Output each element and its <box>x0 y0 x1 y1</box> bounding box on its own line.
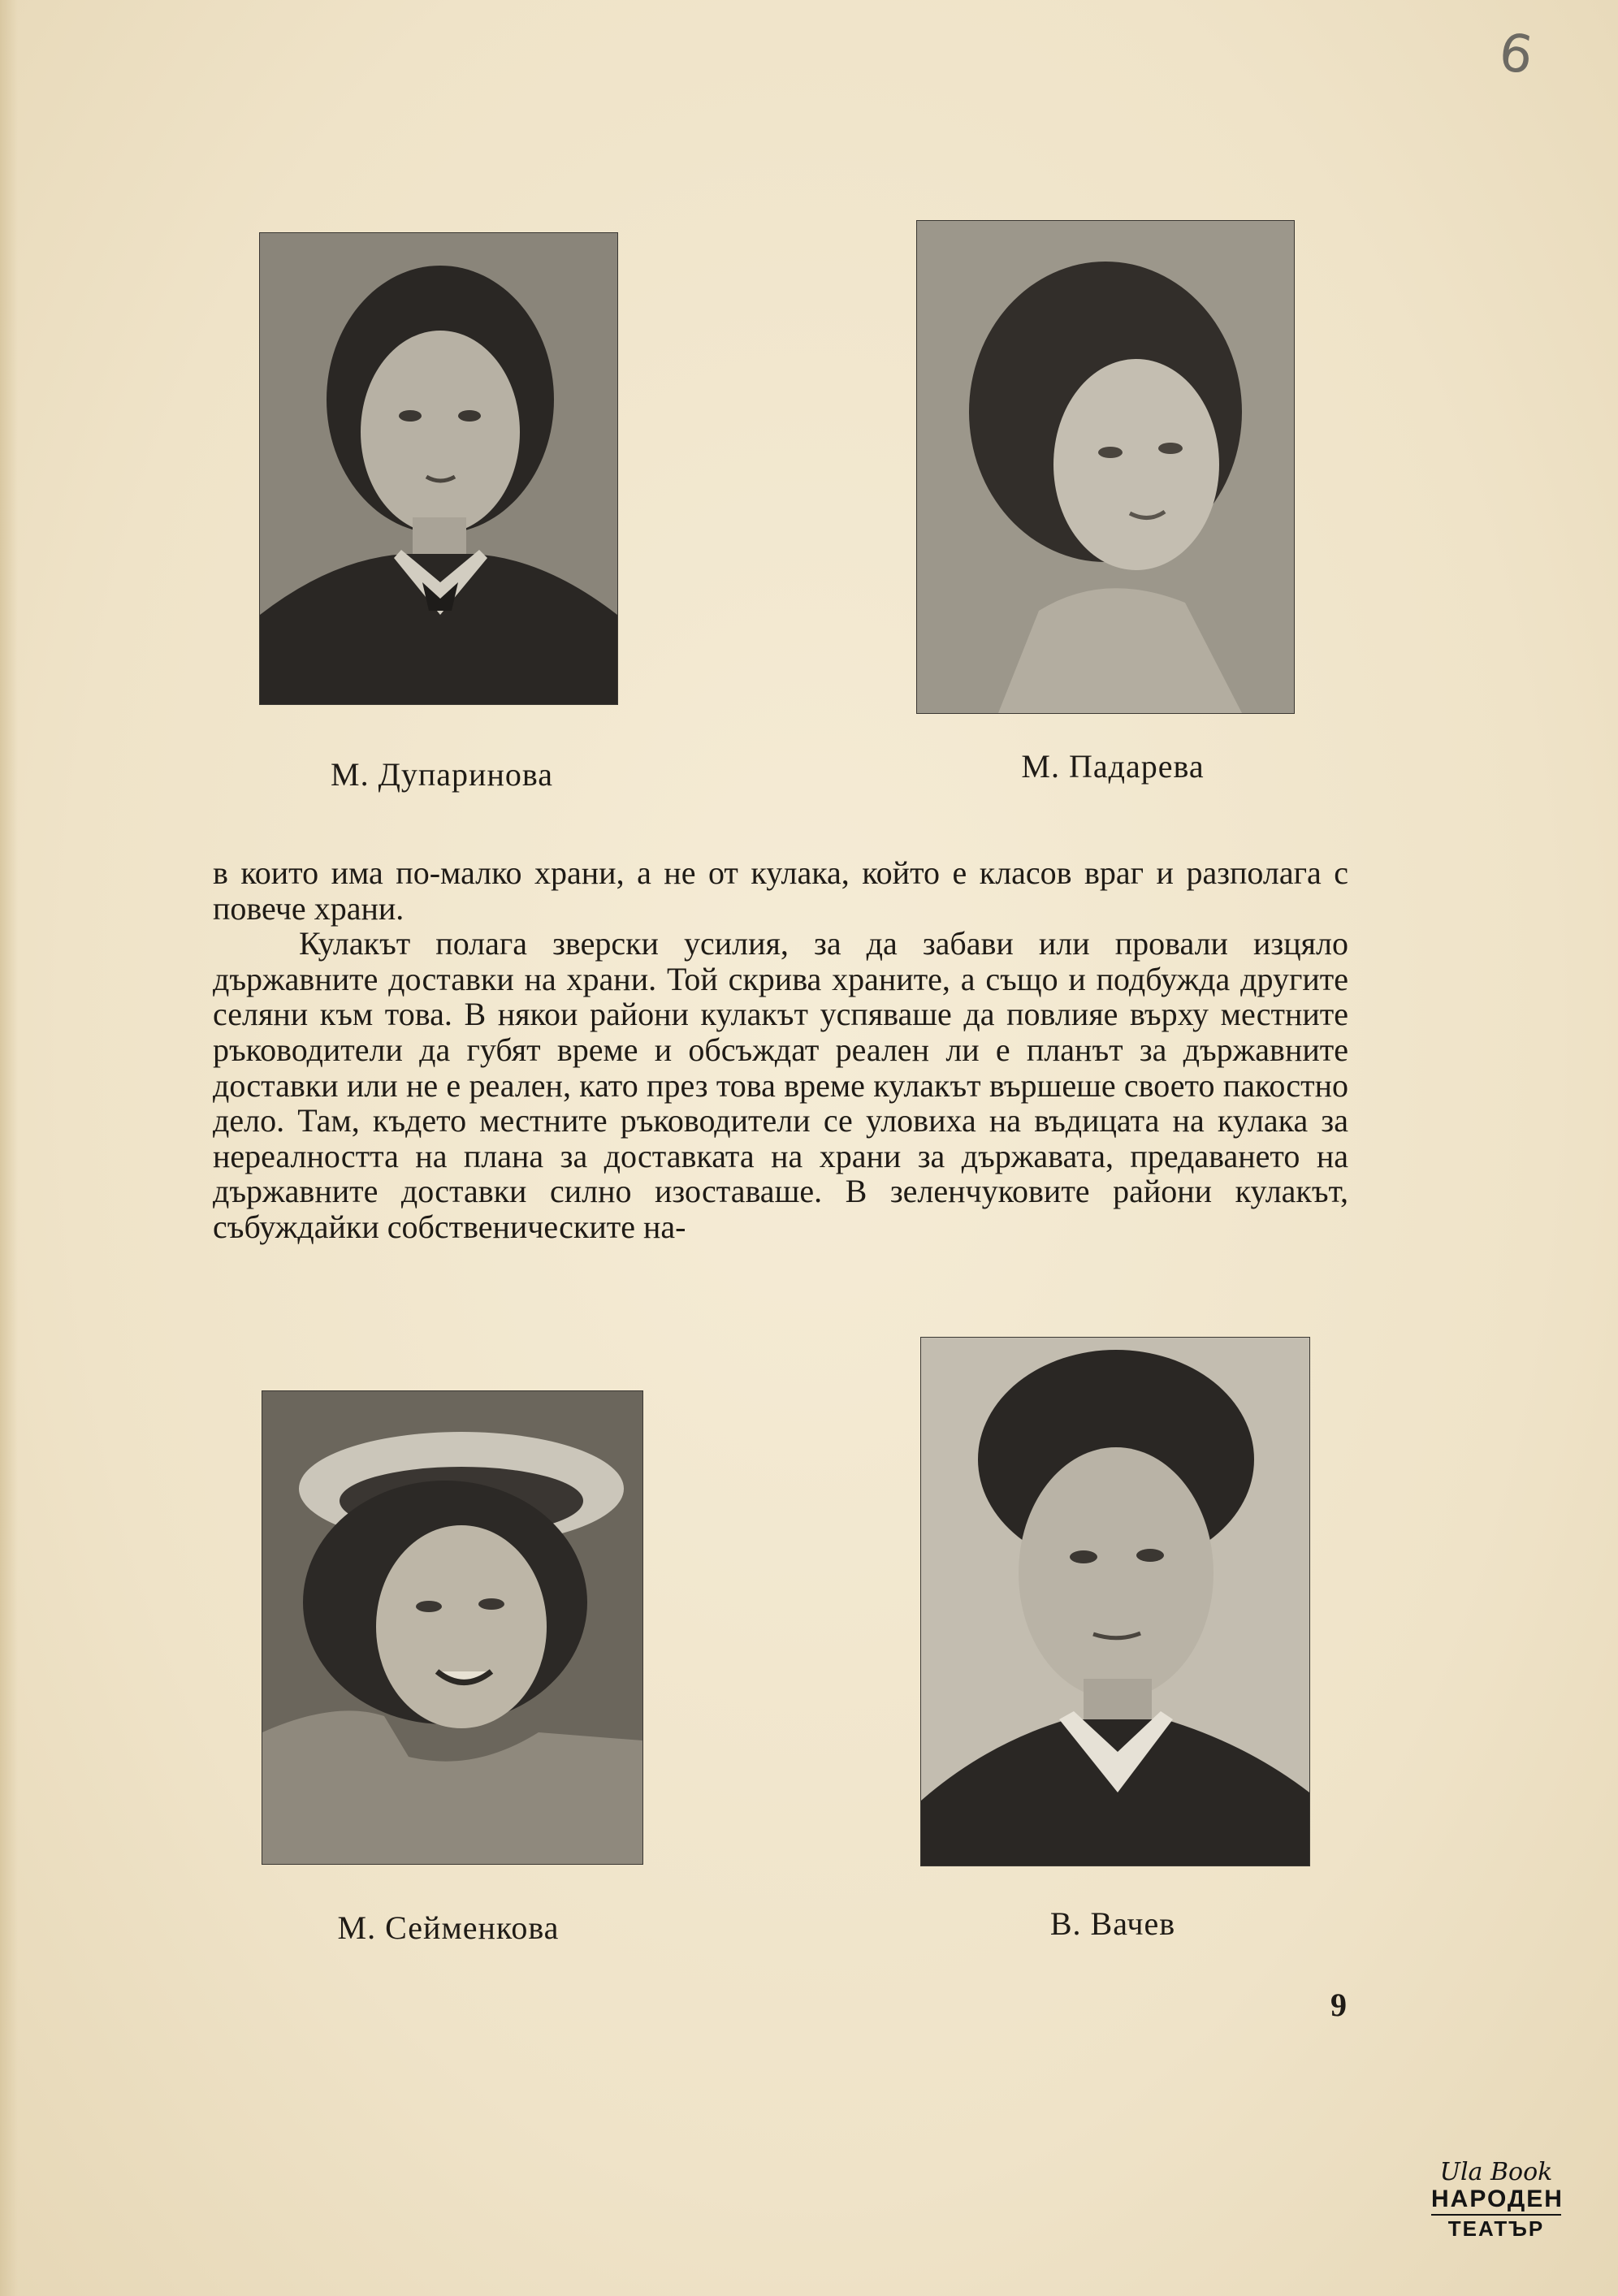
handwritten-page-mark: 6 <box>1495 22 1537 87</box>
portrait-caption: М. Падарева <box>1021 748 1205 785</box>
page-number: 9 <box>1330 1987 1347 2023</box>
stamp-line: ТЕАТЪР <box>1447 2216 1545 2241</box>
portrait-caption: М. Дупаринова <box>331 756 553 793</box>
page-spine-shadow <box>0 0 18 2296</box>
stamp-signature: Ula Book <box>1439 2158 1553 2186</box>
stamp-line: НАРОДЕН <box>1431 2185 1561 2216</box>
portrait-caption: В. Вачев <box>1049 1905 1176 1942</box>
library-stamp <box>1431 2158 1564 2258</box>
paragraph: в които има по-малко храни, а не от кулака, който е класов враг и разполага с повече храни. <box>213 854 1348 927</box>
portrait-photo-padareva <box>916 220 1295 714</box>
paragraph: Кулакът полага зверски усилия, за да забави или провали изцяло държавните доставки на храни. Той скрива храните, а също и подбужда другите селяни към това. В някои райони кулакът успяваше да повлияе върху местните ръководители да губят време и обсъждат реален ли е планът за държавните доставки или не е реален, като през това време кулакът вършеше своето пакостно дело. Там, където местните ръководители се уловиха на въдицата на кулака за нереалността на плана за доставката на храни за държавата, предаването на държавните доставки силно изоставаше. В зеленчуковите райони кулакът, събуждайки собственическите на- <box>213 925 1348 1245</box>
portrait-photo-seymenkova <box>262 1390 643 1865</box>
portrait-photo-vachev <box>920 1337 1310 1866</box>
body-text <box>213 855 1348 1245</box>
portrait-caption: М. Сейменкова <box>337 1909 560 1946</box>
portrait-photo-duparinova <box>259 232 618 705</box>
